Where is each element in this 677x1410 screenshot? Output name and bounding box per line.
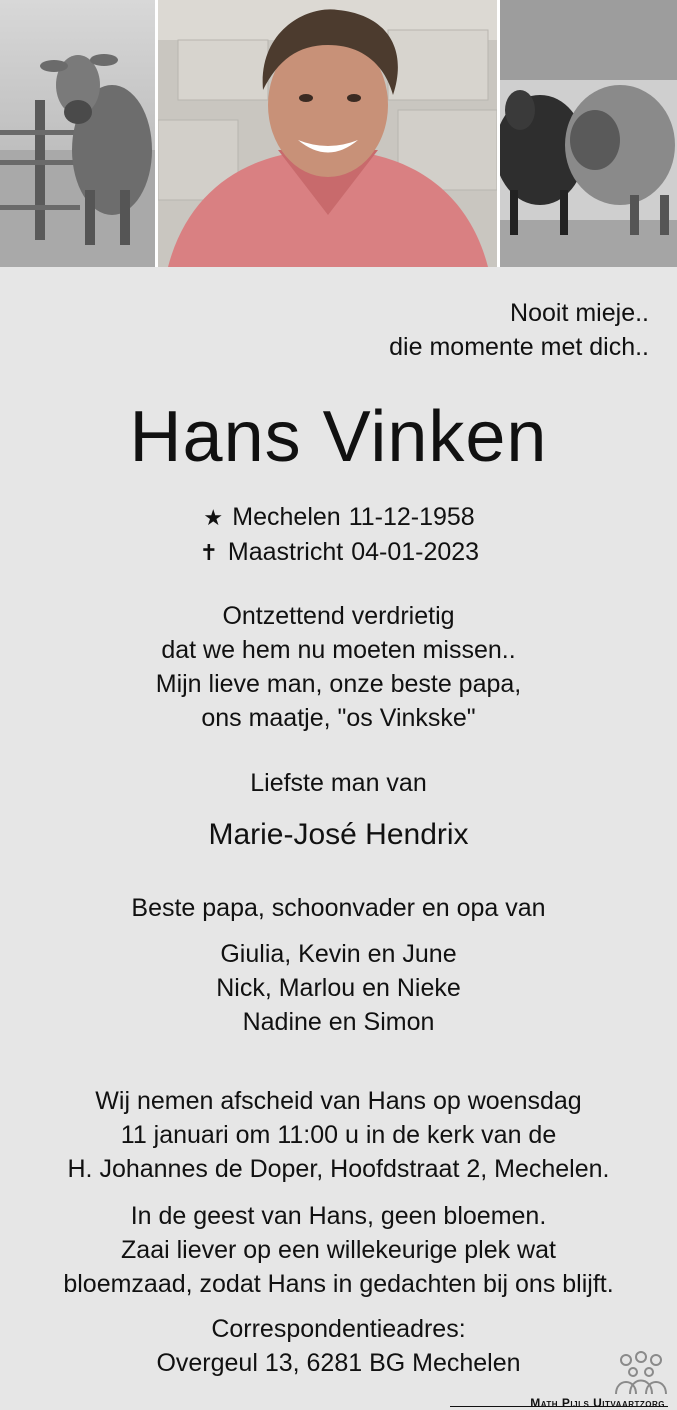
spouse-intro: Liefste man van <box>250 769 427 797</box>
birth-row <box>0 500 677 535</box>
grief-message <box>0 599 677 735</box>
farewell-line: H. Johannes de Doper, Hoofdstraat 2, Mechelen. <box>67 1155 610 1183</box>
birth-place: Mechelen <box>232 503 341 531</box>
deceased-name: Hans Vinken <box>129 397 548 477</box>
children-line: Nadine en Simon <box>242 1008 435 1036</box>
family-logo-icon <box>612 1350 670 1398</box>
message-line: Mijn lieve man, onze beste papa, <box>155 670 522 698</box>
correspondence-label: Correspondentieadres: <box>211 1315 466 1343</box>
message-line: dat we hem nu moeten missen.. <box>161 636 516 664</box>
flowers-line: Zaai liever op een willekeurige plek wat <box>121 1236 556 1264</box>
birth-date: 11-12-1958 <box>348 503 475 531</box>
cows-photo <box>500 0 677 267</box>
correspondence <box>0 1312 677 1380</box>
spouse-name: Marie-José Hendrix <box>208 818 469 851</box>
children-line: Giulia, Kevin en June <box>220 940 457 968</box>
flowers-line: bloemzaad, zodat Hans in gedachten bij ons blijft. <box>63 1270 614 1298</box>
portrait-photo <box>158 0 497 267</box>
life-dates <box>0 500 677 570</box>
cow-photo <box>0 0 155 267</box>
death-date: 04-01-2023 <box>351 538 480 566</box>
cross-icon: ✝ <box>199 540 219 565</box>
opening-quote <box>389 296 649 364</box>
children-line: Nick, Marlou en Nieke <box>216 974 461 1002</box>
correspondence-address: Overgeul 13, 6281 BG Mechelen <box>156 1349 521 1377</box>
farewell-line: Wij nemen afscheid van Hans op woensdag <box>95 1087 582 1115</box>
funeral-home-credit <box>447 1396 677 1410</box>
star-icon: ★ <box>203 505 224 530</box>
children-list <box>0 937 677 1039</box>
children-intro: Beste papa, schoonvader en opa van <box>131 894 546 922</box>
death-row <box>0 535 677 570</box>
quote-line: Nooit mieje.. <box>510 299 649 327</box>
funeral-home-name: Math Pijls Uitvaartzorg <box>530 1396 665 1410</box>
message-line: ons maatje, "os Vinkske" <box>201 704 476 732</box>
photo-strip <box>0 0 677 267</box>
flowers-notice <box>0 1199 677 1301</box>
death-place: Maastricht <box>227 538 344 566</box>
quote-line: die momente met dich.. <box>389 333 649 361</box>
message-line: Ontzettend verdrietig <box>222 602 455 630</box>
farewell-line: 11 januari om 11:00 u in de kerk van de <box>120 1121 557 1149</box>
farewell-info <box>0 1084 677 1186</box>
flowers-line: In de geest van Hans, geen bloemen. <box>130 1202 547 1230</box>
